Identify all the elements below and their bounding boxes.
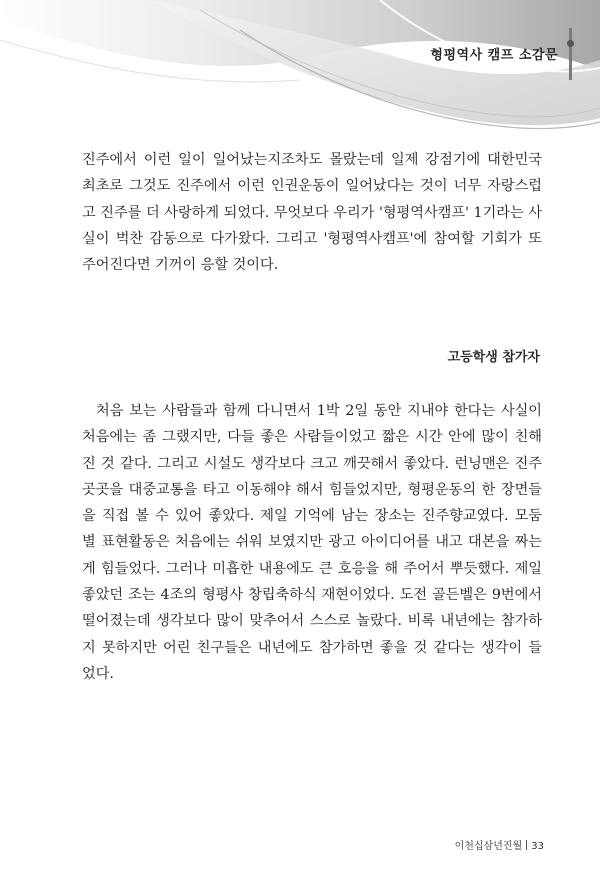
page-header-title: 형평역사 캠프 소감문	[430, 48, 558, 63]
text-line: 지 못하지만 어린 친구들은 내년에도 참가하면 좋을 것 같다는 생각이 들	[82, 639, 542, 656]
text-line: 게 힘들었다. 그러나 미흡한 내용에도 큰 호응을 해 주어서 뿌듯했다. 제일	[82, 560, 542, 577]
main-paragraph	[82, 398, 542, 687]
text-line: 최초로 그것도 진주에서 이런 인권운동이 일어났다는 것이 너무 자랑스럽	[82, 178, 542, 195]
text-line: 처음에는 좀 그랬지만, 다들 좋은 사람들이었고 짧은 시간 안에 많이 친해	[82, 429, 542, 446]
text-line: 좋았던 조는 4조의 형평사 창립축하식 재현이었다. 도전 골든벨은 9번에서	[82, 587, 542, 604]
text-line: 처음 보는 사람들과 함께 다니면서 1박 2일 동안 지내야 한다는 사실이	[96, 403, 542, 419]
intro-paragraph	[82, 147, 542, 278]
header-banner	[0, 0, 600, 135]
text-line: 실이 벅찬 감동으로 다가왔다. 그리고 '형평역사캠프'에 참여할 기회가 또	[82, 230, 542, 247]
footer-publication: 이천십삼년진월	[454, 841, 523, 852]
text-line: 고 진주를 더 사랑하게 되었다. 무엇보다 우리가 '형평역사캠프' 1기라는 사	[82, 204, 542, 221]
header-accent-dot	[567, 40, 574, 47]
page-number: 33	[531, 841, 544, 852]
text-line: 주어진다면 기꺼이 응할 것이다.	[82, 257, 279, 274]
text-line: 진주에서 이런 일이 일어났는지조차도 몰랐는데 일제 강점기에 대한민국	[82, 152, 542, 168]
text-line: 진 것 같다. 그리고 시설도 생각보다 크고 깨끗해서 좋았다. 런닝맨은 진주	[82, 455, 542, 472]
text-line: 었다.	[82, 665, 114, 682]
text-line: 별 표현활동은 처음에는 쉬워 보였지만 광고 아이디어를 내고 대본을 짜는	[82, 534, 542, 551]
text-line: 곳곳을 대중교통을 타고 이동해야 해서 힘들었지만, 형평운동의 한 장면들	[82, 481, 542, 498]
footer-separator	[526, 840, 527, 850]
page-footer	[455, 837, 544, 852]
header-accent-bar	[569, 28, 572, 80]
section-heading: 고등학생 참가자	[447, 350, 540, 365]
text-line: 을 직접 볼 수 있어 좋았다. 제일 기억에 남는 장소는 진주향교였다. 모둠	[82, 508, 542, 525]
banner-swoosh-graphic	[0, 0, 600, 135]
text-line: 떨어졌는데 생각보다 많이 맞추어서 스스로 놀랐다. 비록 내년에는 참가하	[82, 613, 542, 630]
